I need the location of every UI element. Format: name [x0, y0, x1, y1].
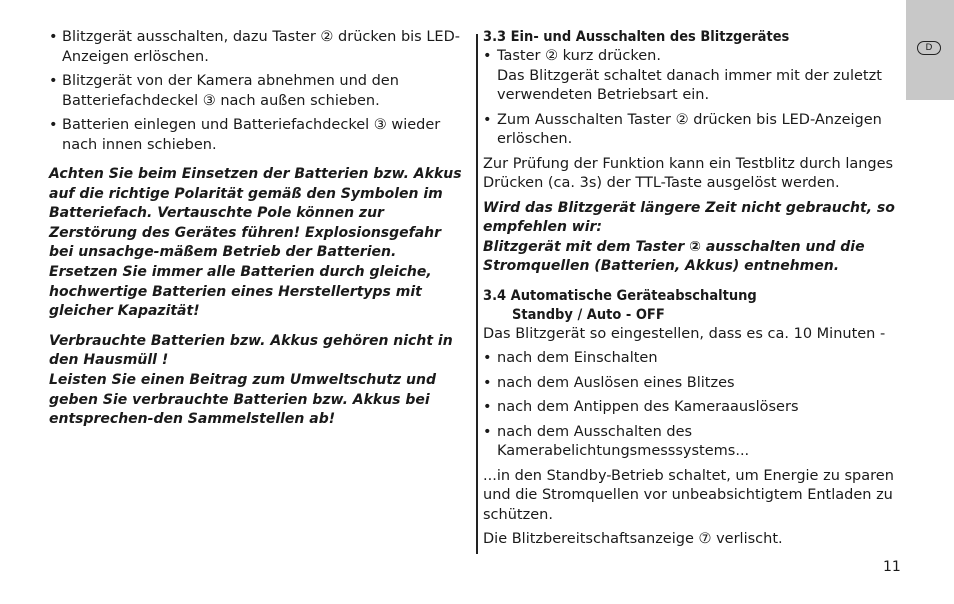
paragraph: ...in den Standby-Betrieb schaltet, um Energie zu sparen und die Stromquellen vor unbeabsichtigtem Entladen zu schützen. [483, 467, 894, 523]
list-item-text: Das Blitzgerät schaltet danach immer mit der zuletzt verwendeten Betriebsart ein. [497, 67, 882, 103]
list-item: • Batterien einlegen und Batteriefachdeckel ③ wieder nach innen schieben. [49, 116, 469, 155]
environment-note: Leisten Sie einen Beitrag zum Umweltschutz und geben Sie verbrauchte Batterien bzw. Akkus bei entsprechen-den Sammelstellen ab! [49, 371, 437, 428]
page-number: 11 [883, 559, 901, 575]
heading-line: Standby / Auto - OFF [512, 306, 665, 323]
section-heading-3-4 [483, 287, 905, 325]
storage-instruction: Blitzgerät mit dem Taster ② ausschalten und die Stromquellen (Batterien, Akkus) entnehmen. [483, 238, 865, 275]
list-item: • nach dem Antippen des Kameraauslösers [483, 398, 905, 418]
list-item: • Zum Ausschalten Taster ② drücken bis LED-Anzeigen erlöschen. [483, 111, 905, 150]
list-item: • nach dem Ausschalten des Kamerabelichtungsmesssystems... [483, 423, 905, 462]
list-item [483, 47, 905, 106]
heading-line: 3.4 Automatische Geräteabschaltung [483, 287, 757, 304]
section-heading-3-3: 3.3 Ein- und Ausschalten des Blitzgerätes [483, 29, 790, 45]
list-item: • nach dem Einschalten [483, 349, 905, 369]
paragraph: Zur Prüfung der Funktion kann ein Testblitz durch langes Drücken (ca. 3s) der TTL-Taste ausgelöst werden. [483, 155, 894, 191]
column-divider [476, 34, 478, 554]
list-item: • nach dem Auslösen eines Blitzes [483, 374, 905, 394]
language-badge: D [917, 41, 941, 55]
left-column [49, 28, 469, 430]
battery-warning: Achten Sie beim Einsetzen der Batterien bzw. Akkus auf die richtige Polarität gemäß den Symbolen im Batteriefach. Vertauschte Pole können zur Zerstörung des Gerätes führen! Explosionsgefahr bei unsachge-mäßem Betrieb der Batterien. Ersetzen Sie immer alle Batterien durch gleiche, hochwertige Batterien eines Herstellertyps mit gleicher Kapazität! [49, 166, 462, 320]
paragraph: Das Blitzgerät so eingestellen, dass es ca. 10 Minuten - [483, 325, 886, 342]
paragraph: Die Blitzbereitschaftsanzeige ⑦ verlischt. [483, 531, 783, 548]
list-item-text: • Taster ② kurz drücken. [497, 48, 661, 64]
list-item: • Blitzgerät ausschalten, dazu Taster ② drücken bis LED-Anzeigen erlöschen. [49, 28, 469, 67]
storage-note: Wird das Blitzgerät längere Zeit nicht gebraucht, so empfehlen wir: [483, 199, 895, 236]
disposal-warning: Verbrauchte Batterien bzw. Akkus gehören nicht in den Hausmüll ! [49, 332, 453, 369]
language-tab [906, 0, 954, 100]
list-item: • Blitzgerät von der Kamera abnehmen und den Batteriefachdeckel ③ nach außen schieben. [49, 72, 469, 111]
right-column [483, 28, 905, 550]
